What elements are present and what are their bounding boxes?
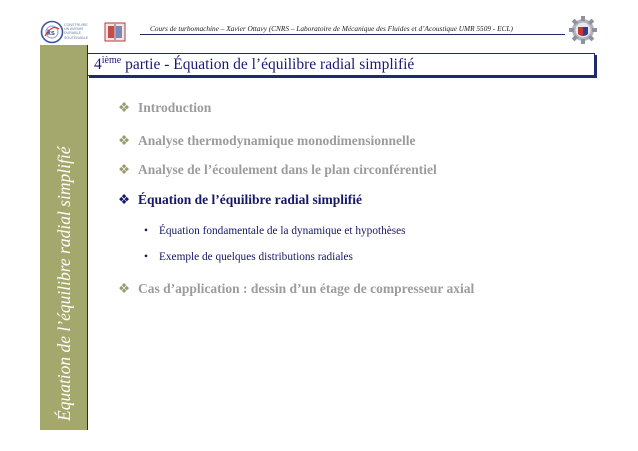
gear-logo-icon [568,15,598,45]
outline-item-radial-equilibrium [118,192,362,208]
diamond-bullet-icon: ❖ [118,281,131,296]
outline-subitem-label: Équation fondamentale de la dynamique et hypothèses [159,225,406,237]
outline-subitem-fundamental-equation [144,225,406,237]
diamond-bullet-icon: ❖ [118,100,131,115]
crest-logo-icon [104,22,126,42]
header-divider [140,34,565,35]
dot-bullet-icon: • [144,225,148,237]
oks-logo-icon [40,20,64,44]
outline-item-thermodynamic-analysis [118,133,416,149]
outline-item-label: Analyse de l’écoulement dans le plan circonférentiel [138,162,437,177]
diamond-bullet-icon: ❖ [118,133,131,148]
title-ordinal: 4 [94,56,102,73]
outline-item-label: Équation de l’équilibre radial simplifié [138,192,363,207]
sidebar-section-title: Équation de l’équilibre radial simplifié [54,146,74,421]
diamond-bullet-icon: ❖ [118,192,131,207]
title-ordinal-suffix: ième [101,55,122,66]
dot-bullet-icon: • [144,251,148,263]
oks-logo-text: CONSTRUIRE UN AVENIR DURABLE SOUTENABLE [64,23,89,40]
outline-item-application-case [118,281,474,297]
slide-title [87,53,595,76]
outline-item-label: Introduction [138,100,212,115]
outline-item-introduction [118,100,211,116]
outline-subitem-radial-distributions [144,251,353,263]
diamond-bullet-icon: ❖ [118,162,131,177]
outline-item-label: Cas d’application : dessin d’un étage de compresseur axial [138,281,475,296]
outline-subitem-label: Exemple de quelques distributions radiales [159,251,353,263]
sidebar-title-frame [40,45,87,430]
oks-logo [40,20,134,44]
sidebar-divider [87,45,88,430]
outline-item-label: Analyse thermodynamique monodimensionnelle [138,133,416,148]
title-text: partie - Équation de l’équilibre radial simplifié [121,56,415,73]
outline-item-circumferential-flow [118,162,437,178]
course-header: Cours de turbomachine – Xavier Ottavy (CNRS – Laboratoire de Mécanique des Fluides et d’Acoustique UMR 5509 - ECL) [150,24,513,33]
svg-text:ks: ks [47,30,55,37]
